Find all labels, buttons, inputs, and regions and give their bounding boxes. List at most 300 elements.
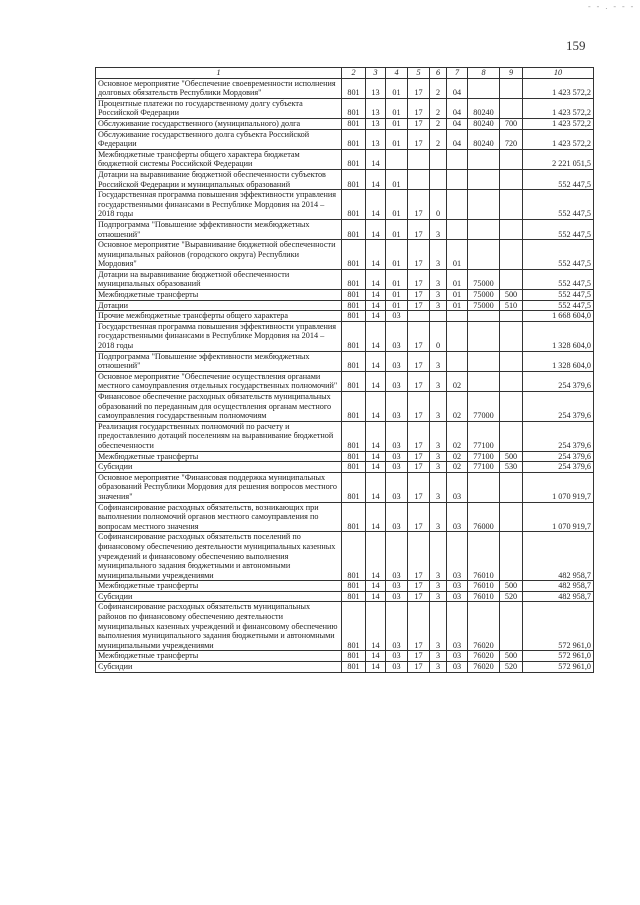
code-cell: 17 xyxy=(408,581,430,592)
amount-cell: 552 447,5 xyxy=(523,240,594,270)
table-row xyxy=(96,472,594,502)
code-cell: 17 xyxy=(408,129,430,149)
amount-cell: 1 423 572,2 xyxy=(523,118,594,129)
code-cell: 01 xyxy=(386,98,408,118)
code-cell: 76010 xyxy=(468,532,500,581)
row-name-cell: Субсидии xyxy=(96,591,342,602)
row-name-cell: Процентные платежи по государственному долгу субъекта Российской Федерации xyxy=(96,98,342,118)
code-cell: 03 xyxy=(447,502,468,532)
amount-cell: 572 961,0 xyxy=(523,602,594,651)
code-cell xyxy=(408,311,430,322)
code-cell: 77100 xyxy=(468,421,500,451)
scan-corner-marks: - - . - - - xyxy=(588,2,636,11)
code-cell: 14 xyxy=(366,240,386,270)
table-row xyxy=(96,591,594,602)
amount-cell: 1 668 604,0 xyxy=(523,311,594,322)
code-cell: 14 xyxy=(366,219,386,239)
header-row xyxy=(96,68,594,79)
row-name-cell: Основное мероприятие "Финансовая поддержка муниципальных образований Республики Мордовия для решения вопросов местного значения" xyxy=(96,472,342,502)
code-cell: 520 xyxy=(500,591,523,602)
code-cell xyxy=(408,169,430,189)
code-cell: 01 xyxy=(447,240,468,270)
code-cell: 500 xyxy=(500,290,523,301)
code-cell xyxy=(447,149,468,169)
code-cell: 03 xyxy=(447,532,468,581)
code-cell: 14 xyxy=(366,591,386,602)
code-cell: 17 xyxy=(408,392,430,422)
code-cell xyxy=(500,371,523,391)
code-cell xyxy=(468,149,500,169)
code-cell xyxy=(430,169,447,189)
amount-cell: 552 447,5 xyxy=(523,190,594,220)
table-row xyxy=(96,392,594,422)
column-header-10: 10 xyxy=(523,68,594,79)
code-cell: 17 xyxy=(408,290,430,301)
code-cell xyxy=(468,190,500,220)
code-cell: 02 xyxy=(447,392,468,422)
code-cell: 14 xyxy=(366,472,386,502)
table-row xyxy=(96,451,594,462)
code-cell: 03 xyxy=(386,451,408,462)
code-cell: 13 xyxy=(366,98,386,118)
code-cell: 801 xyxy=(342,129,366,149)
code-cell: 14 xyxy=(366,451,386,462)
code-cell: 801 xyxy=(342,421,366,451)
row-name-cell: Обслуживание государственного (муниципального) долга xyxy=(96,118,342,129)
code-cell: 3 xyxy=(430,462,447,473)
amount-cell: 1 423 572,2 xyxy=(523,78,594,98)
code-cell: 3 xyxy=(430,351,447,371)
code-cell: 03 xyxy=(447,591,468,602)
code-cell: 02 xyxy=(447,462,468,473)
amount-cell: 254 379,6 xyxy=(523,392,594,422)
code-cell xyxy=(468,311,500,322)
code-cell: 14 xyxy=(366,392,386,422)
code-cell: 500 xyxy=(500,651,523,662)
code-cell: 17 xyxy=(408,421,430,451)
row-name-cell: Подпрограмма "Повышение эффективности межбюджетных отношений" xyxy=(96,219,342,239)
code-cell: 0 xyxy=(430,190,447,220)
code-cell: 03 xyxy=(386,421,408,451)
row-name-cell: Межбюджетные трансферты xyxy=(96,651,342,662)
code-cell xyxy=(500,169,523,189)
code-cell: 3 xyxy=(430,472,447,502)
table-row xyxy=(96,129,594,149)
code-cell: 01 xyxy=(447,290,468,301)
amount-cell: 552 447,5 xyxy=(523,269,594,289)
code-cell xyxy=(430,149,447,169)
code-cell xyxy=(500,421,523,451)
code-cell: 510 xyxy=(500,300,523,311)
code-cell: 3 xyxy=(430,662,447,673)
code-cell: 76010 xyxy=(468,591,500,602)
table-row xyxy=(96,219,594,239)
code-cell: 76010 xyxy=(468,581,500,592)
code-cell: 801 xyxy=(342,169,366,189)
code-cell: 14 xyxy=(366,169,386,189)
code-cell: 801 xyxy=(342,118,366,129)
code-cell: 01 xyxy=(386,300,408,311)
code-cell: 14 xyxy=(366,462,386,473)
column-header-7: 7 xyxy=(447,68,468,79)
column-header-6: 6 xyxy=(430,68,447,79)
table-row xyxy=(96,311,594,322)
code-cell: 2 xyxy=(430,129,447,149)
amount-cell: 552 447,5 xyxy=(523,169,594,189)
code-cell xyxy=(386,149,408,169)
code-cell: 2 xyxy=(430,78,447,98)
row-name-cell: Софинансирование расходных обязательств, возникающих при выполнении полномочий органов местного самоуправления по вопросам местного значения xyxy=(96,502,342,532)
code-cell: 801 xyxy=(342,351,366,371)
code-cell xyxy=(500,311,523,322)
amount-cell: 482 958,7 xyxy=(523,591,594,602)
code-cell: 14 xyxy=(366,321,386,351)
row-name-cell: Основное мероприятие "Обеспечение своевременности исполнения долговых обязательств Республики Мордовия" xyxy=(96,78,342,98)
code-cell: 500 xyxy=(500,451,523,462)
table-row xyxy=(96,351,594,371)
code-cell: 801 xyxy=(342,581,366,592)
code-cell: 3 xyxy=(430,532,447,581)
column-header-1: 1 xyxy=(96,68,342,79)
table-row xyxy=(96,240,594,270)
code-cell: 03 xyxy=(447,472,468,502)
code-cell: 801 xyxy=(342,392,366,422)
code-cell xyxy=(500,532,523,581)
row-name-cell: Основное мероприятие "Обеспечение осуществления органами местного самоуправления отдельных государственных полномочий" xyxy=(96,371,342,391)
row-name-cell: Государственная программа повышения эффективности управления государственными финансами в Республике Мордовия на 2014 – 2018 годы xyxy=(96,190,342,220)
code-cell: 01 xyxy=(386,240,408,270)
code-cell: 14 xyxy=(366,581,386,592)
code-cell: 700 xyxy=(500,118,523,129)
column-header-8: 8 xyxy=(468,68,500,79)
code-cell: 03 xyxy=(386,602,408,651)
code-cell: 530 xyxy=(500,462,523,473)
code-cell: 801 xyxy=(342,321,366,351)
code-cell: 520 xyxy=(500,662,523,673)
column-header-4: 4 xyxy=(386,68,408,79)
code-cell: 80240 xyxy=(468,98,500,118)
table-row xyxy=(96,532,594,581)
code-cell: 03 xyxy=(386,502,408,532)
code-cell: 01 xyxy=(386,78,408,98)
code-cell: 03 xyxy=(386,662,408,673)
amount-cell: 552 447,5 xyxy=(523,300,594,311)
code-cell: 01 xyxy=(386,190,408,220)
code-cell: 3 xyxy=(430,581,447,592)
table-row xyxy=(96,502,594,532)
code-cell: 801 xyxy=(342,78,366,98)
code-cell: 17 xyxy=(408,532,430,581)
row-name-cell: Финансовое обеспечение расходных обязательств муниципальных образований по переданным для осуществления органам местного самоуправления государственным полномочиям xyxy=(96,392,342,422)
code-cell: 76000 xyxy=(468,502,500,532)
code-cell: 80240 xyxy=(468,118,500,129)
amount-cell: 552 447,5 xyxy=(523,290,594,301)
code-cell: 17 xyxy=(408,269,430,289)
code-cell: 2 xyxy=(430,98,447,118)
code-cell: 01 xyxy=(386,169,408,189)
table-row xyxy=(96,269,594,289)
code-cell: 13 xyxy=(366,129,386,149)
code-cell: 801 xyxy=(342,602,366,651)
code-cell: 3 xyxy=(430,392,447,422)
code-cell: 801 xyxy=(342,371,366,391)
code-cell xyxy=(500,219,523,239)
code-cell xyxy=(500,149,523,169)
code-cell: 02 xyxy=(447,371,468,391)
code-cell: 17 xyxy=(408,462,430,473)
code-cell: 03 xyxy=(386,581,408,592)
code-cell xyxy=(447,311,468,322)
code-cell: 3 xyxy=(430,219,447,239)
code-cell xyxy=(468,78,500,98)
code-cell: 801 xyxy=(342,591,366,602)
code-cell: 75000 xyxy=(468,269,500,289)
row-name-cell: Обслуживание государственного долга субъекта Российской Федерации xyxy=(96,129,342,149)
table-row xyxy=(96,321,594,351)
amount-cell: 572 961,0 xyxy=(523,662,594,673)
code-cell: 14 xyxy=(366,269,386,289)
code-cell: 03 xyxy=(386,392,408,422)
code-cell: 14 xyxy=(366,351,386,371)
code-cell: 801 xyxy=(342,532,366,581)
code-cell: 17 xyxy=(408,321,430,351)
table-row xyxy=(96,78,594,98)
code-cell: 3 xyxy=(430,269,447,289)
code-cell xyxy=(447,190,468,220)
code-cell: 04 xyxy=(447,98,468,118)
table-row xyxy=(96,421,594,451)
code-cell: 801 xyxy=(342,462,366,473)
code-cell: 17 xyxy=(408,219,430,239)
code-cell: 2 xyxy=(430,118,447,129)
code-cell: 03 xyxy=(447,581,468,592)
code-cell xyxy=(468,219,500,239)
code-cell xyxy=(500,351,523,371)
code-cell: 01 xyxy=(386,219,408,239)
table-row xyxy=(96,190,594,220)
code-cell: 3 xyxy=(430,240,447,270)
code-cell: 80240 xyxy=(468,129,500,149)
code-cell: 03 xyxy=(386,462,408,473)
code-cell: 801 xyxy=(342,311,366,322)
code-cell: 17 xyxy=(408,591,430,602)
code-cell: 801 xyxy=(342,300,366,311)
code-cell: 14 xyxy=(366,602,386,651)
code-cell xyxy=(500,602,523,651)
code-cell: 04 xyxy=(447,78,468,98)
table-row xyxy=(96,118,594,129)
row-name-cell: Субсидии xyxy=(96,462,342,473)
code-cell: 17 xyxy=(408,240,430,270)
code-cell: 77100 xyxy=(468,451,500,462)
code-cell: 01 xyxy=(447,300,468,311)
code-cell xyxy=(447,169,468,189)
code-cell xyxy=(500,392,523,422)
amount-cell: 1 423 572,2 xyxy=(523,98,594,118)
code-cell: 03 xyxy=(386,321,408,351)
code-cell xyxy=(500,269,523,289)
code-cell xyxy=(500,190,523,220)
code-cell: 02 xyxy=(447,421,468,451)
table-body xyxy=(96,78,594,672)
code-cell: 76020 xyxy=(468,602,500,651)
table-row xyxy=(96,371,594,391)
code-cell: 17 xyxy=(408,78,430,98)
code-cell xyxy=(468,240,500,270)
amount-cell: 1 423 572,2 xyxy=(523,129,594,149)
code-cell: 03 xyxy=(447,651,468,662)
code-cell: 17 xyxy=(408,118,430,129)
code-cell: 77100 xyxy=(468,462,500,473)
column-header-3: 3 xyxy=(366,68,386,79)
amount-cell: 1 328 604,0 xyxy=(523,321,594,351)
table-row xyxy=(96,300,594,311)
code-cell xyxy=(500,78,523,98)
code-cell: 14 xyxy=(366,502,386,532)
code-cell: 801 xyxy=(342,662,366,673)
amount-cell: 572 961,0 xyxy=(523,651,594,662)
code-cell: 76020 xyxy=(468,662,500,673)
code-cell: 76020 xyxy=(468,651,500,662)
code-cell: 3 xyxy=(430,502,447,532)
row-name-cell: Межбюджетные трансферты общего характера бюджетам бюджетной системы Российской Федерации xyxy=(96,149,342,169)
code-cell xyxy=(468,351,500,371)
code-cell: 01 xyxy=(386,129,408,149)
row-name-cell: Реализация государственных полномочий по расчету и предоставлению дотаций поселениям на выравнивание бюджетной обеспеченности xyxy=(96,421,342,451)
code-cell: 0 xyxy=(430,321,447,351)
code-cell: 14 xyxy=(366,300,386,311)
column-header-5: 5 xyxy=(408,68,430,79)
code-cell xyxy=(447,321,468,351)
amount-cell: 254 379,6 xyxy=(523,462,594,473)
column-header-9: 9 xyxy=(500,68,523,79)
code-cell: 01 xyxy=(386,269,408,289)
amount-cell: 482 958,7 xyxy=(523,581,594,592)
row-name-cell: Софинансирование расходных обязательств муниципальных районов по финансовому обеспечению деятельности муниципальных казенных учреждений и финансовому обеспечению выполнения муниципального задания бюджетными и автономными муниципальными учреждениями xyxy=(96,602,342,651)
table-row xyxy=(96,651,594,662)
row-name-cell: Государственная программа повышения эффективности управления государственными финансами в Республике Мордовия на 2014 – 2018 годы xyxy=(96,321,342,351)
row-name-cell: Межбюджетные трансферты xyxy=(96,581,342,592)
code-cell: 03 xyxy=(386,351,408,371)
table-row xyxy=(96,169,594,189)
code-cell: 17 xyxy=(408,502,430,532)
code-cell: 03 xyxy=(386,651,408,662)
code-cell: 17 xyxy=(408,602,430,651)
code-cell: 17 xyxy=(408,472,430,502)
row-name-cell: Межбюджетные трансферты xyxy=(96,451,342,462)
code-cell: 801 xyxy=(342,290,366,301)
code-cell: 14 xyxy=(366,651,386,662)
code-cell: 801 xyxy=(342,190,366,220)
code-cell: 801 xyxy=(342,149,366,169)
code-cell: 17 xyxy=(408,351,430,371)
code-cell: 14 xyxy=(366,190,386,220)
code-cell: 14 xyxy=(366,290,386,301)
table-row xyxy=(96,290,594,301)
table-row xyxy=(96,602,594,651)
row-name-cell: Межбюджетные трансферты xyxy=(96,290,342,301)
code-cell: 03 xyxy=(447,662,468,673)
code-cell: 77000 xyxy=(468,392,500,422)
code-cell: 14 xyxy=(366,421,386,451)
row-name-cell: Прочие межбюджетные трансферты общего характера xyxy=(96,311,342,322)
code-cell: 3 xyxy=(430,371,447,391)
code-cell: 801 xyxy=(342,651,366,662)
budget-table xyxy=(95,67,594,673)
code-cell: 03 xyxy=(386,311,408,322)
row-name-cell: Дотации на выравнивание бюджетной обеспеченности субъектов Российской Федерации и муниципальных образований xyxy=(96,169,342,189)
code-cell: 3 xyxy=(430,591,447,602)
code-cell: 01 xyxy=(386,290,408,301)
table-row xyxy=(96,149,594,169)
code-cell: 500 xyxy=(500,581,523,592)
code-cell: 03 xyxy=(386,472,408,502)
code-cell: 3 xyxy=(430,451,447,462)
code-cell: 3 xyxy=(430,421,447,451)
code-cell: 17 xyxy=(408,451,430,462)
code-cell: 75000 xyxy=(468,300,500,311)
code-cell: 01 xyxy=(447,269,468,289)
code-cell: 801 xyxy=(342,219,366,239)
table-row xyxy=(96,581,594,592)
code-cell: 3 xyxy=(430,290,447,301)
code-cell: 14 xyxy=(366,371,386,391)
table-row xyxy=(96,462,594,473)
code-cell: 01 xyxy=(386,118,408,129)
code-cell: 801 xyxy=(342,451,366,462)
code-cell: 3 xyxy=(430,651,447,662)
code-cell: 3 xyxy=(430,602,447,651)
row-name-cell: Софинансирование расходных обязательств поселений по финансовому обеспечению деятельности муниципальных казенных учреждений и финансовому обеспечению выполнения муниципального задания бюджетными и автономными муниципальными учреждениями xyxy=(96,532,342,581)
amount-cell: 1 070 919,7 xyxy=(523,502,594,532)
row-name-cell: Субсидии xyxy=(96,662,342,673)
code-cell xyxy=(500,502,523,532)
code-cell: 17 xyxy=(408,300,430,311)
amount-cell: 1 328 604,0 xyxy=(523,351,594,371)
code-cell: 801 xyxy=(342,472,366,502)
row-name-cell: Подпрограмма "Повышение эффективности межбюджетных отношений" xyxy=(96,351,342,371)
code-cell: 14 xyxy=(366,662,386,673)
code-cell xyxy=(468,321,500,351)
code-cell: 04 xyxy=(447,118,468,129)
code-cell: 17 xyxy=(408,662,430,673)
amount-cell: 482 958,7 xyxy=(523,532,594,581)
row-name-cell: Дотации на выравнивание бюджетной обеспеченности муниципальных образований xyxy=(96,269,342,289)
table-row xyxy=(96,98,594,118)
row-name-cell: Дотации xyxy=(96,300,342,311)
code-cell: 14 xyxy=(366,149,386,169)
code-cell: 17 xyxy=(408,371,430,391)
amount-cell: 254 379,6 xyxy=(523,451,594,462)
amount-cell: 552 447,5 xyxy=(523,219,594,239)
amount-cell: 254 379,6 xyxy=(523,421,594,451)
code-cell: 720 xyxy=(500,129,523,149)
code-cell xyxy=(447,351,468,371)
page-number: 159 xyxy=(566,38,586,53)
code-cell xyxy=(468,472,500,502)
code-cell: 17 xyxy=(408,98,430,118)
code-cell: 3 xyxy=(430,300,447,311)
code-cell: 13 xyxy=(366,78,386,98)
code-cell: 14 xyxy=(366,311,386,322)
code-cell: 03 xyxy=(386,371,408,391)
code-cell xyxy=(500,321,523,351)
code-cell: 03 xyxy=(386,591,408,602)
code-cell xyxy=(500,472,523,502)
code-cell: 13 xyxy=(366,118,386,129)
code-cell xyxy=(408,149,430,169)
code-cell xyxy=(468,169,500,189)
